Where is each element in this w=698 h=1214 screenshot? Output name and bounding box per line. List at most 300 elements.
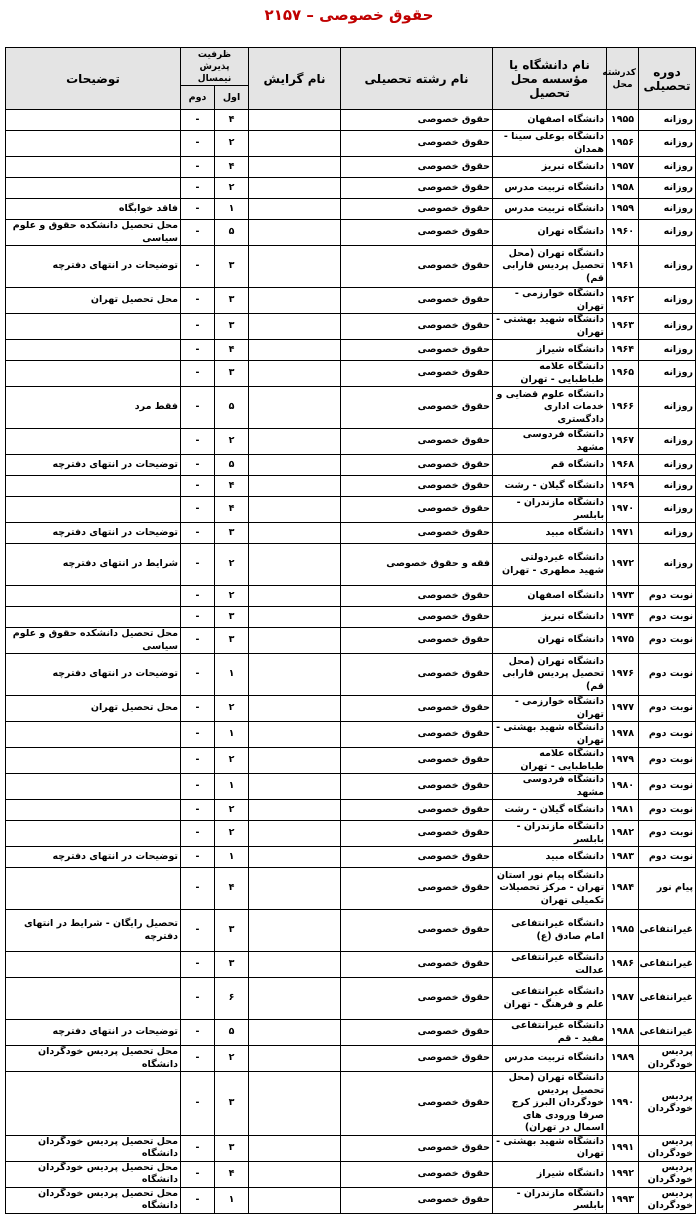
- cell-code: ۱۹۶۶: [607, 387, 639, 429]
- cell-period: روزانه: [639, 314, 696, 340]
- cell-second: -: [181, 607, 215, 628]
- cell-field: حقوق خصوصی: [341, 220, 493, 246]
- cell-period: پردیس خودگردان: [639, 1161, 696, 1187]
- table-row: [6, 544, 696, 586]
- cell-period: نوبت دوم: [639, 821, 696, 847]
- table-row: [6, 288, 696, 314]
- cell-second: -: [181, 544, 215, 586]
- cell-orientation: [249, 696, 341, 722]
- cell-second: -: [181, 696, 215, 722]
- table-row: [6, 868, 696, 910]
- cell-first: ۲: [215, 821, 249, 847]
- cell-period: نوبت دوم: [639, 722, 696, 748]
- cell-field: حقوق خصوصی: [341, 847, 493, 868]
- cell-university: دانشگاه تهران (محل تحصیل پردیس خودگردان البرز کرج صرفا ورودی های اسمال در تهران): [493, 1072, 607, 1136]
- cell-second: -: [181, 1072, 215, 1136]
- table-row: [6, 978, 696, 1020]
- cell-code: ۱۹۷۲: [607, 544, 639, 586]
- cell-orientation: [249, 387, 341, 429]
- table-row: [6, 523, 696, 544]
- cell-orientation: [249, 722, 341, 748]
- cell-orientation: [249, 476, 341, 497]
- cell-second: -: [181, 361, 215, 387]
- cell-first: ۳: [215, 288, 249, 314]
- cell-orientation: [249, 910, 341, 952]
- cell-code: ۱۹۶۲: [607, 288, 639, 314]
- cell-first: ۳: [215, 910, 249, 952]
- cell-notes: محل تحصیل پردیس خودگردان دانشگاه: [6, 1187, 181, 1213]
- cell-university: دانشگاه تبریز: [493, 607, 607, 628]
- table-row: [6, 774, 696, 800]
- cell-field: حقوق خصوصی: [341, 586, 493, 607]
- cell-university: دانشگاه اصفهان: [493, 586, 607, 607]
- cell-university: دانشگاه تربیت مدرس: [493, 178, 607, 199]
- cell-university: دانشگاه اصفهان: [493, 110, 607, 131]
- cell-notes: [6, 361, 181, 387]
- cell-period: غیرانتفاعی: [639, 1020, 696, 1046]
- cell-orientation: [249, 1135, 341, 1161]
- cell-orientation: [249, 654, 341, 696]
- table-row: [6, 821, 696, 847]
- table-body: [6, 110, 696, 1214]
- cell-university: دانشگاه شهید بهشتی - تهران: [493, 1135, 607, 1161]
- cell-second: -: [181, 246, 215, 288]
- header-first: اول: [215, 86, 249, 110]
- cell-first: ۳: [215, 523, 249, 544]
- table-row: [6, 722, 696, 748]
- cell-second: -: [181, 628, 215, 654]
- cell-orientation: [249, 1161, 341, 1187]
- cell-period: پردیس خودگردان: [639, 1046, 696, 1072]
- cell-field: حقوق خصوصی: [341, 978, 493, 1020]
- table-row: [6, 586, 696, 607]
- cell-second: -: [181, 199, 215, 220]
- cell-university: دانشگاه علوم قضایی و خدمات اداری دادگستری: [493, 387, 607, 429]
- cell-notes: محل تحصیل دانشکده حقوق و علوم سیاسی: [6, 628, 181, 654]
- cell-first: ۳: [215, 246, 249, 288]
- cell-university: دانشگاه شهید بهشتی - تهران: [493, 722, 607, 748]
- cell-orientation: [249, 429, 341, 455]
- cell-first: ۳: [215, 361, 249, 387]
- cell-code: ۱۹۶۳: [607, 314, 639, 340]
- cell-code: ۱۹۹۲: [607, 1161, 639, 1187]
- header-orientation: نام گرایش: [249, 48, 341, 110]
- cell-period: نوبت دوم: [639, 800, 696, 821]
- table-row: [6, 952, 696, 978]
- cell-second: -: [181, 868, 215, 910]
- cell-notes: [6, 978, 181, 1020]
- cell-university: دانشگاه مازندران - بابلسر: [493, 821, 607, 847]
- cell-code: ۱۹۸۱: [607, 800, 639, 821]
- cell-notes: [6, 1072, 181, 1136]
- cell-university: دانشگاه شیراز: [493, 1161, 607, 1187]
- cell-field: حقوق خصوصی: [341, 1046, 493, 1072]
- cell-period: روزانه: [639, 523, 696, 544]
- cell-notes: فقط مرد: [6, 387, 181, 429]
- cell-code: ۱۹۷۹: [607, 748, 639, 774]
- cell-code: ۱۹۷۱: [607, 523, 639, 544]
- cell-university: دانشگاه مازندران - بابلسر: [493, 1187, 607, 1213]
- table-row: [6, 1187, 696, 1213]
- cell-notes: [6, 952, 181, 978]
- cell-orientation: [249, 1187, 341, 1213]
- cell-first: ۴: [215, 110, 249, 131]
- cell-university: دانشگاه قم: [493, 455, 607, 476]
- cell-notes: [6, 821, 181, 847]
- cell-second: -: [181, 800, 215, 821]
- cell-period: غیرانتفاعی: [639, 910, 696, 952]
- table-row: [6, 131, 696, 157]
- cell-second: -: [181, 586, 215, 607]
- cell-second: -: [181, 288, 215, 314]
- cell-second: -: [181, 340, 215, 361]
- cell-first: ۴: [215, 157, 249, 178]
- cell-field: حقوق خصوصی: [341, 455, 493, 476]
- cell-period: روزانه: [639, 340, 696, 361]
- cell-notes: محل تحصیل پردیس خودگردان دانشگاه: [6, 1161, 181, 1187]
- cell-code: ۱۹۶۸: [607, 455, 639, 476]
- cell-orientation: [249, 800, 341, 821]
- cell-second: -: [181, 157, 215, 178]
- cell-first: ۲: [215, 429, 249, 455]
- cell-notes: [6, 800, 181, 821]
- table-row: [6, 800, 696, 821]
- cell-code: ۱۹۷۸: [607, 722, 639, 748]
- cell-second: -: [181, 387, 215, 429]
- cell-orientation: [249, 455, 341, 476]
- cell-first: ۲: [215, 131, 249, 157]
- cell-university: دانشگاه تهران (محل تحصیل پردیس فارابی قم): [493, 246, 607, 288]
- cell-period: روزانه: [639, 131, 696, 157]
- cell-orientation: [249, 110, 341, 131]
- cell-first: ۱: [215, 722, 249, 748]
- table-row: [6, 361, 696, 387]
- cell-orientation: [249, 748, 341, 774]
- table-row: [6, 199, 696, 220]
- cell-second: -: [181, 654, 215, 696]
- cell-university: دانشگاه علامه طباطبایی - تهران: [493, 748, 607, 774]
- cell-second: -: [181, 455, 215, 476]
- cell-second: -: [181, 497, 215, 523]
- cell-notes: [6, 110, 181, 131]
- cell-field: حقوق خصوصی: [341, 628, 493, 654]
- cell-orientation: [249, 952, 341, 978]
- cell-orientation: [249, 361, 341, 387]
- cell-field: حقوق خصوصی: [341, 497, 493, 523]
- cell-period: روزانه: [639, 361, 696, 387]
- cell-first: ۱: [215, 774, 249, 800]
- cell-university: دانشگاه گیلان - رشت: [493, 476, 607, 497]
- cell-field: فقه و حقوق خصوصی: [341, 544, 493, 586]
- cell-period: روزانه: [639, 288, 696, 314]
- cell-code: ۱۹۷۵: [607, 628, 639, 654]
- table-row: [6, 1161, 696, 1187]
- cell-second: -: [181, 178, 215, 199]
- cell-code: ۱۹۵۷: [607, 157, 639, 178]
- cell-field: حقوق خصوصی: [341, 910, 493, 952]
- cell-university: دانشگاه تبریز: [493, 157, 607, 178]
- cell-notes: [6, 131, 181, 157]
- cell-orientation: [249, 628, 341, 654]
- cell-first: ۲: [215, 696, 249, 722]
- cell-university: دانشگاه مبید: [493, 847, 607, 868]
- cell-second: -: [181, 847, 215, 868]
- cell-code: ۱۹۷۰: [607, 497, 639, 523]
- cell-code: ۱۹۶۴: [607, 340, 639, 361]
- cell-field: حقوق خصوصی: [341, 288, 493, 314]
- cell-code: ۱۹۵۸: [607, 178, 639, 199]
- header-field: نام رشته تحصیلی: [341, 48, 493, 110]
- cell-orientation: [249, 178, 341, 199]
- cell-notes: [6, 748, 181, 774]
- table-row: [6, 748, 696, 774]
- cell-period: پردیس خودگردان: [639, 1135, 696, 1161]
- table-row: [6, 340, 696, 361]
- cell-orientation: [249, 340, 341, 361]
- cell-first: ۴: [215, 497, 249, 523]
- cell-notes: [6, 868, 181, 910]
- cell-second: -: [181, 722, 215, 748]
- cell-second: -: [181, 910, 215, 952]
- cell-period: روزانه: [639, 455, 696, 476]
- cell-first: ۵: [215, 1020, 249, 1046]
- table-row: [6, 387, 696, 429]
- cell-first: ۴: [215, 340, 249, 361]
- cell-notes: توضیحات در انتهای دفترچه: [6, 1020, 181, 1046]
- cell-orientation: [249, 1072, 341, 1136]
- cell-university: دانشگاه خوارزمی - تهران: [493, 288, 607, 314]
- cell-notes: [6, 607, 181, 628]
- cell-university: دانشگاه فردوسی مشهد: [493, 774, 607, 800]
- table-row: [6, 110, 696, 131]
- cell-period: نوبت دوم: [639, 847, 696, 868]
- cell-code: ۱۹۵۶: [607, 131, 639, 157]
- cell-university: دانشگاه تهران (محل تحصیل پردیس فارابی قم): [493, 654, 607, 696]
- table-row: [6, 1135, 696, 1161]
- table-row: [6, 910, 696, 952]
- cell-first: ۳: [215, 952, 249, 978]
- cell-first: ۲: [215, 544, 249, 586]
- cell-field: حقوق خصوصی: [341, 387, 493, 429]
- cell-notes: [6, 157, 181, 178]
- cell-second: -: [181, 952, 215, 978]
- cell-notes: [6, 178, 181, 199]
- cell-university: دانشگاه فردوسی مشهد: [493, 429, 607, 455]
- cell-orientation: [249, 288, 341, 314]
- cell-notes: محل تحصیل دانشکده حقوق و علوم سیاسی: [6, 220, 181, 246]
- cell-field: حقوق خصوصی: [341, 654, 493, 696]
- cell-notes: [6, 586, 181, 607]
- cell-field: حقوق خصوصی: [341, 774, 493, 800]
- table-row: [6, 1046, 696, 1072]
- cell-orientation: [249, 157, 341, 178]
- cell-period: روزانه: [639, 544, 696, 586]
- table-row: [6, 654, 696, 696]
- cell-university: دانشگاه علامه طباطبایی - تهران: [493, 361, 607, 387]
- cell-university: دانشگاه غیرانتفاعی مفید - قم: [493, 1020, 607, 1046]
- cell-first: ۴: [215, 1161, 249, 1187]
- cell-code: ۱۹۹۱: [607, 1135, 639, 1161]
- cell-orientation: [249, 497, 341, 523]
- cell-university: دانشگاه گیلان - رشت: [493, 800, 607, 821]
- cell-notes: [6, 476, 181, 497]
- cell-period: روزانه: [639, 387, 696, 429]
- table-row: [6, 1020, 696, 1046]
- cell-first: ۵: [215, 455, 249, 476]
- cell-code: ۱۹۶۰: [607, 220, 639, 246]
- cell-code: ۱۹۸۸: [607, 1020, 639, 1046]
- cell-university: دانشگاه غیرانتفاعی عدالت: [493, 952, 607, 978]
- cell-orientation: [249, 774, 341, 800]
- cell-period: نوبت دوم: [639, 696, 696, 722]
- cell-code: ۱۹۹۳: [607, 1187, 639, 1213]
- cell-first: ۱: [215, 199, 249, 220]
- table-row: [6, 1072, 696, 1136]
- cell-code: ۱۹۶۹: [607, 476, 639, 497]
- table-row: [6, 157, 696, 178]
- cell-notes: توضیحات در انتهای دفترچه: [6, 654, 181, 696]
- cell-orientation: [249, 246, 341, 288]
- cell-first: ۲: [215, 586, 249, 607]
- cell-university: دانشگاه تهران: [493, 628, 607, 654]
- cell-orientation: [249, 978, 341, 1020]
- cell-university: دانشگاه غیردولتی شهید مطهری - تهران: [493, 544, 607, 586]
- cell-notes: توضیحات در انتهای دفترچه: [6, 523, 181, 544]
- header-capacity: ظرفیت پذیرش نیمسال: [181, 48, 249, 86]
- cell-period: پیام نور: [639, 868, 696, 910]
- cell-field: حقوق خصوصی: [341, 722, 493, 748]
- cell-period: نوبت دوم: [639, 607, 696, 628]
- cell-second: -: [181, 131, 215, 157]
- cell-notes: [6, 722, 181, 748]
- cell-code: ۱۹۸۵: [607, 910, 639, 952]
- cell-field: حقوق خصوصی: [341, 361, 493, 387]
- cell-university: دانشگاه مبید: [493, 523, 607, 544]
- cell-period: غیرانتفاعی: [639, 978, 696, 1020]
- cell-period: نوبت دوم: [639, 748, 696, 774]
- table-row: [6, 429, 696, 455]
- cell-field: حقوق خصوصی: [341, 246, 493, 288]
- cell-university: دانشگاه شیراز: [493, 340, 607, 361]
- cell-period: پردیس خودگردان: [639, 1187, 696, 1213]
- cell-notes: فاقد خوابگاه: [6, 199, 181, 220]
- cell-second: -: [181, 110, 215, 131]
- cell-orientation: [249, 131, 341, 157]
- cell-code: ۱۹۷۴: [607, 607, 639, 628]
- cell-first: ۱: [215, 654, 249, 696]
- cell-field: حقوق خصوصی: [341, 1072, 493, 1136]
- cell-period: نوبت دوم: [639, 628, 696, 654]
- cell-field: حقوق خصوصی: [341, 748, 493, 774]
- table-row: [6, 628, 696, 654]
- cell-period: روزانه: [639, 199, 696, 220]
- cell-field: حقوق خصوصی: [341, 523, 493, 544]
- cell-notes: محل تحصیل تهران: [6, 696, 181, 722]
- cell-second: -: [181, 220, 215, 246]
- cell-code: ۱۹۹۰: [607, 1072, 639, 1136]
- cell-second: -: [181, 774, 215, 800]
- page-title: ۲۱۵۷ – حقوق خصوصی: [264, 6, 434, 24]
- cell-period: روزانه: [639, 497, 696, 523]
- cell-notes: توضیحات در انتهای دفترچه: [6, 455, 181, 476]
- cell-period: روزانه: [639, 476, 696, 497]
- cell-first: ۴: [215, 476, 249, 497]
- cell-code: ۱۹۸۰: [607, 774, 639, 800]
- cell-orientation: [249, 868, 341, 910]
- cell-first: ۳: [215, 1135, 249, 1161]
- cell-notes: محل تحصیل تهران: [6, 288, 181, 314]
- cell-first: ۳: [215, 314, 249, 340]
- table-row: [6, 455, 696, 476]
- cell-second: -: [181, 1161, 215, 1187]
- cell-period: پردیس خودگردان: [639, 1072, 696, 1136]
- cell-notes: تحصیل رایگان - شرایط در انتهای دفترچه: [6, 910, 181, 952]
- cell-period: روزانه: [639, 220, 696, 246]
- cell-notes: [6, 774, 181, 800]
- cell-orientation: [249, 523, 341, 544]
- cell-field: حقوق خصوصی: [341, 178, 493, 199]
- cell-first: ۳: [215, 607, 249, 628]
- header-code: کدرشته محل: [607, 48, 639, 110]
- cell-field: حقوق خصوصی: [341, 131, 493, 157]
- cell-code: ۱۹۸۲: [607, 821, 639, 847]
- table-row: [6, 246, 696, 288]
- cell-period: نوبت دوم: [639, 774, 696, 800]
- cell-field: حقوق خصوصی: [341, 1161, 493, 1187]
- cell-first: ۳: [215, 628, 249, 654]
- cell-field: حقوق خصوصی: [341, 157, 493, 178]
- cell-university: دانشگاه غیرانتفاعی علم و فرهنگ - تهران: [493, 978, 607, 1020]
- cell-code: ۱۹۸۹: [607, 1046, 639, 1072]
- cell-second: -: [181, 1135, 215, 1161]
- cell-second: -: [181, 1020, 215, 1046]
- cell-period: روزانه: [639, 110, 696, 131]
- cell-first: ۴: [215, 868, 249, 910]
- cell-first: ۲: [215, 1046, 249, 1072]
- cell-university: دانشگاه پیام نور استان تهران - مرکز تحصیلات تکمیلی تهران: [493, 868, 607, 910]
- cell-second: -: [181, 314, 215, 340]
- cell-period: نوبت دوم: [639, 586, 696, 607]
- cell-notes: [6, 340, 181, 361]
- cell-notes: محل تحصیل پردیس خودگردان دانشگاه: [6, 1135, 181, 1161]
- cell-field: حقوق خصوصی: [341, 199, 493, 220]
- cell-second: -: [181, 476, 215, 497]
- cell-period: روزانه: [639, 157, 696, 178]
- cell-field: حقوق خصوصی: [341, 110, 493, 131]
- cell-orientation: [249, 1020, 341, 1046]
- cell-notes: [6, 497, 181, 523]
- cell-field: حقوق خصوصی: [341, 696, 493, 722]
- cell-notes: [6, 429, 181, 455]
- cell-orientation: [249, 847, 341, 868]
- cell-orientation: [249, 607, 341, 628]
- cell-field: حقوق خصوصی: [341, 476, 493, 497]
- cell-first: ۱: [215, 1187, 249, 1213]
- cell-field: حقوق خصوصی: [341, 952, 493, 978]
- cell-notes: [6, 314, 181, 340]
- cell-orientation: [249, 586, 341, 607]
- cell-code: ۱۹۸۳: [607, 847, 639, 868]
- cell-orientation: [249, 544, 341, 586]
- cell-field: حقوق خصوصی: [341, 800, 493, 821]
- cell-university: دانشگاه خوارزمی - تهران: [493, 696, 607, 722]
- cell-notes: توضیحات در انتهای دفترچه: [6, 847, 181, 868]
- cell-first: ۲: [215, 800, 249, 821]
- cell-field: حقوق خصوصی: [341, 868, 493, 910]
- cell-first: ۲: [215, 178, 249, 199]
- header-university: نام دانشگاه یا مؤسسه محل تحصیل: [493, 48, 607, 110]
- cell-field: حقوق خصوصی: [341, 314, 493, 340]
